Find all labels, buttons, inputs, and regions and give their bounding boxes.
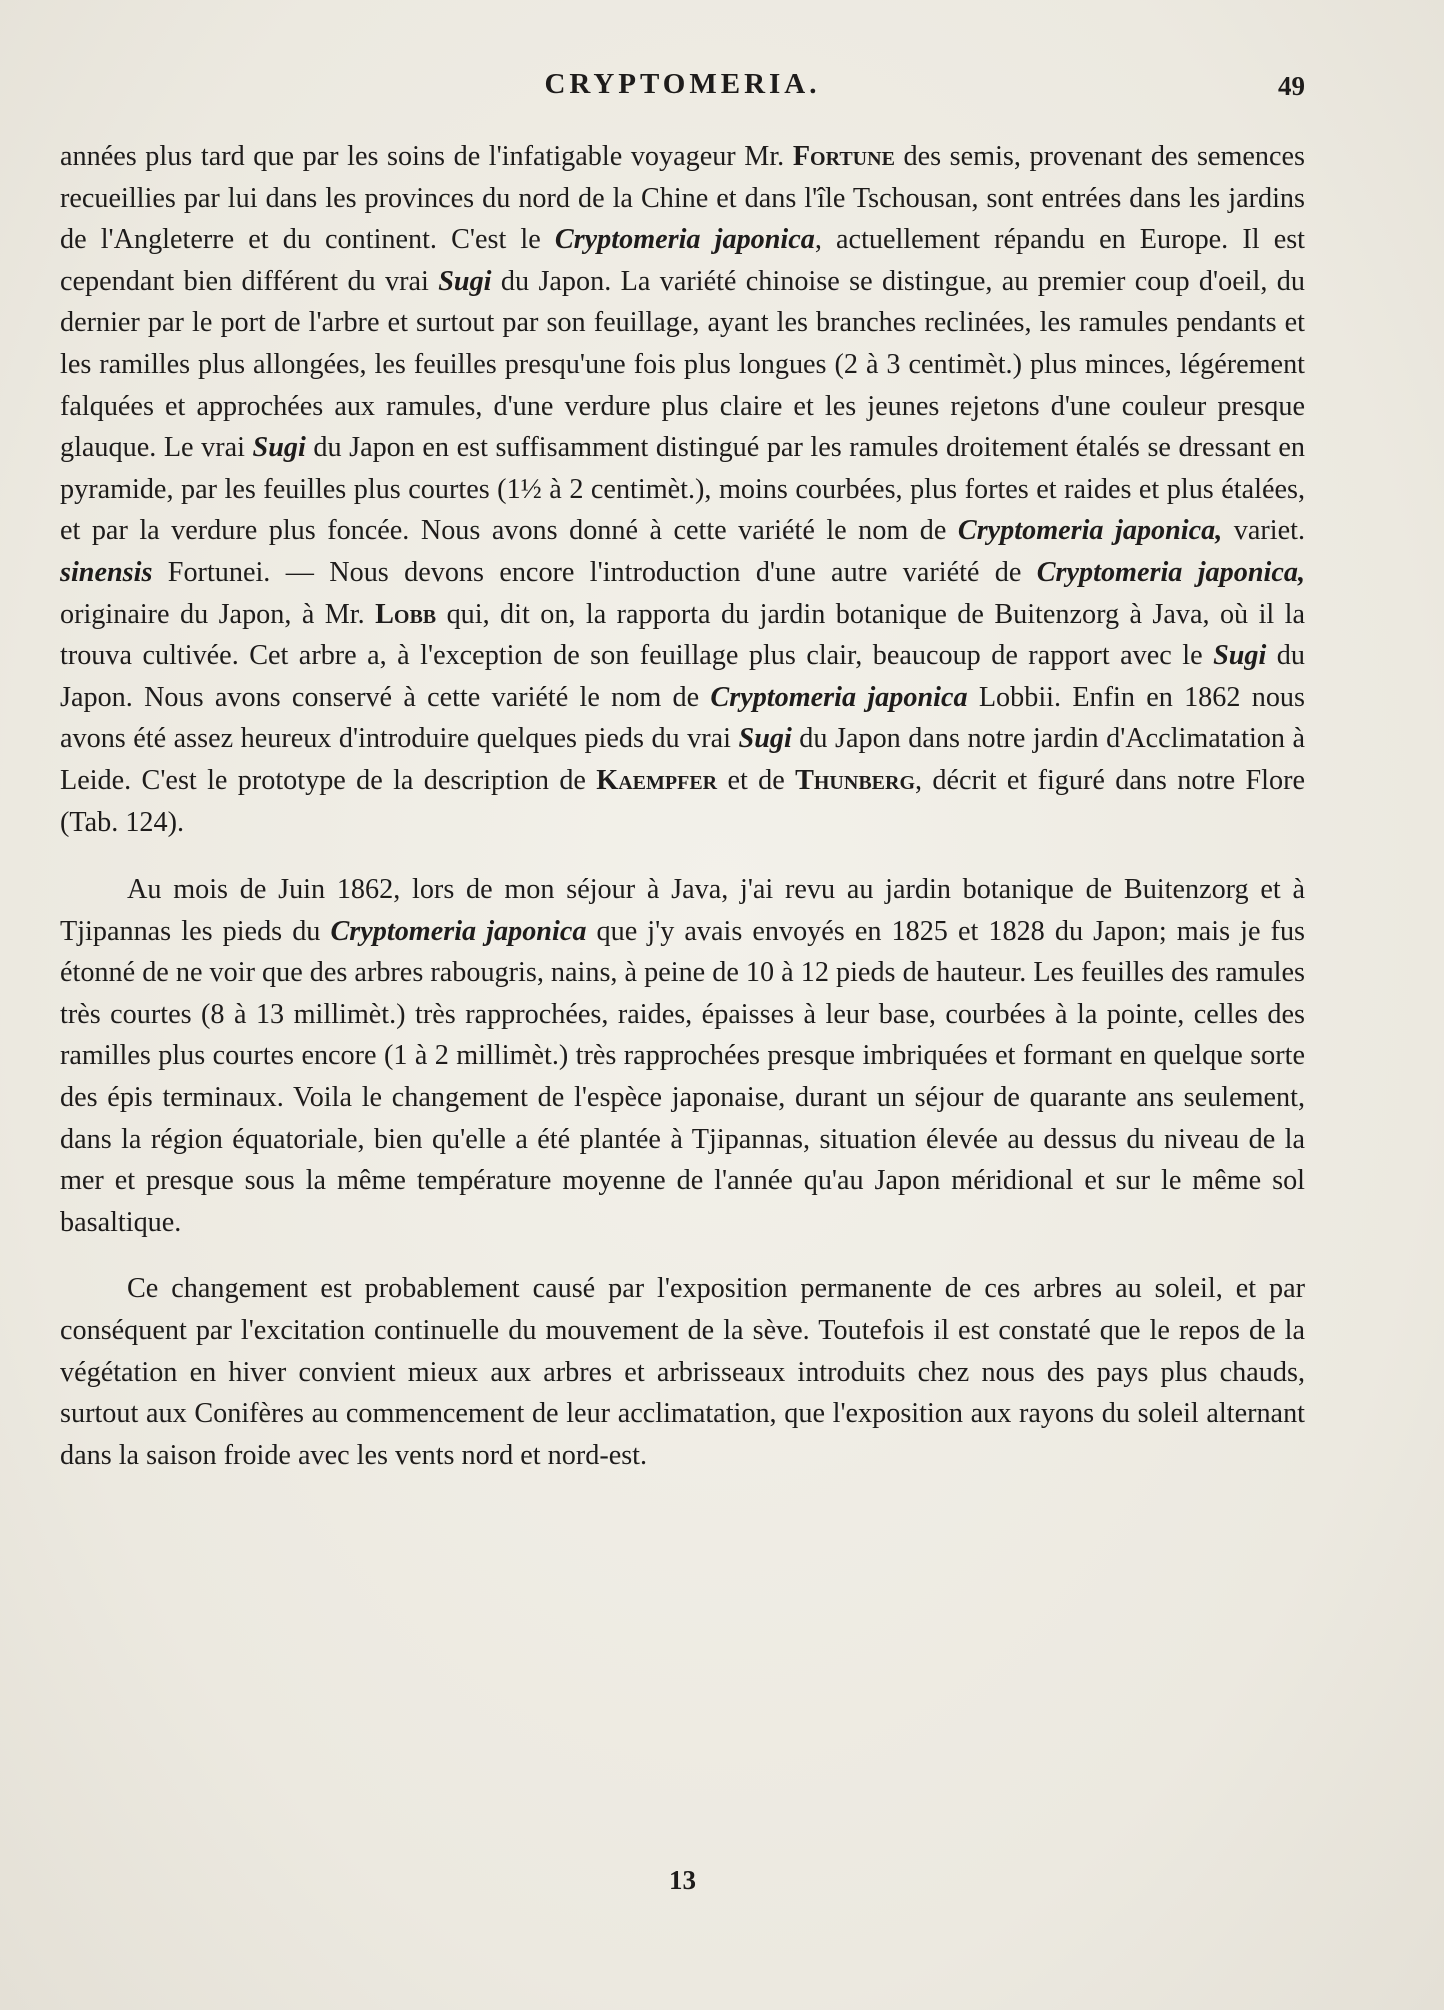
paragraph-2 [60,869,1305,1243]
species-name: Cryptomeria japonica [330,915,587,947]
text-run: du Japon. Nous avons conservé à cette variété le nom de [60,640,1305,713]
author-name: Lobb [375,598,437,630]
species-name: Cryptomeria japonica, [1036,556,1305,588]
text-run: variet. [1222,515,1306,547]
species-name: Cryptomeria japonica [554,224,815,256]
text-run: du Japon. La variété chinoise se distingue, au premier coup d'oeil, du dernier par le port de l'arbre et surtout par son feuillage, ayant les branches reclinées, les ramules pendants et les ramilles plus allongées, les feuilles presqu'une fois plus longues (2 à 3 centimèt.) plus minces, légérement falquées et approchées aux ramules, d'une verdure plus claire et les jeunes rejetons d'une couleur presque glauque. Le vrai [60,265,1305,464]
running-title: CRYPTOMERIA. [544,68,821,100]
vernacular-name: Sugi [252,432,306,464]
signature-mark: 13 [669,1865,696,1895]
author-name: Fortune [792,141,895,172]
variety-name: sinensis [60,556,153,588]
text-run: , actuellement répandu en Europe. Il est cependant bien différent du vrai [60,224,1306,297]
text-run: que j'y avais envoyés en 1825 et 1828 du Japon; mais je fus étonné de ne voir que des arbres rabougris, nains, à peine de 10 à 12 pieds de hauteur. Les feuilles des ramules très courtes (8 à 13 millimèt.) très rapprochées, raides, épaisses à leur base, courbées à la pointe, celles des ramilles plus courtes encore (1 à 2 millimèt.) très rapprochées presque imbriquées et formant en quelque sorte des épis terminaux. Voila le changement de l'espèce japonaise, durant un séjour de quarante ans seulement, dans la région équatoriale, bien qu'elle a été plantée à Tjipannas, situation élevée au dessus du niveau de la mer et presque sous la même température moyenne de l'année qu'au Japon méridional et sur le même sol basaltique. [60,915,1306,1238]
species-name: Cryptomeria japonica [710,681,968,713]
species-name: Cryptomeria japonica, [957,515,1223,547]
paragraph-1 [60,136,1305,843]
vernacular-name: Sugi [738,723,792,755]
author-name: Thunberg [795,764,916,796]
vernacular-name: Sugi [438,265,492,297]
text-run: du Japon en est suffisamment distingué par les ramules droitement étalés se dressant en pyramide, par les feuilles plus courtes (1½ à 2 centimèt.), moins courbées, plus fortes et raides et plus étalées, et par la verdure plus foncée. Nous avons donné à cette variété le nom de [60,432,1306,547]
text-run: Fortunei. — Nous devons encore l'introduction d'une autre variété de [152,556,1037,588]
text-run: années plus tard que par les soins de l'infatigable voyageur Mr. [60,141,793,172]
text-run: et de [717,764,796,796]
author-name: Kaempfer [596,764,718,796]
text-run: qui, dit on, la rapporta du jardin botanique de Buitenzorg à Java, où il la trouva cultivée. Cet arbre a, à l'exception de son feuillage plus clair, beaucoup de rapport avec le [60,598,1305,672]
paragraph-3 [60,1268,1305,1476]
page-number: 49 [1278,71,1305,101]
text-run: originaire du Japon, à Mr. [60,598,376,630]
body-text [60,136,1305,1476]
text-run: Au mois de Juin 1862, lors de mon séjour à Java, j'ai revu au jardin botanique de Buitenzorg et à Tjipannas les pieds du [60,874,1305,947]
text-run: , décrit et figuré dans notre Flore (Tab. 124). [60,764,1305,838]
text-run: du Japon dans notre jardin d'Acclimatation à Leide. C'est le prototype de la description de [60,723,1306,796]
text-run: Lobbii. Enfin en 1862 nous avons été assez heureux d'introduire quelques pieds du vrai [60,681,1305,755]
text-run: Ce changement est probablement causé par l'exposition permanente de ces arbres au soleil, et par conséquent par l'excitation continuelle du mouvement de la sève. Toutefois il est constaté que le repos de la végétation en hiver convient mieux aux arbres et arbrisseaux introduits chez nous des pays plus chauds, surtout aux Conifères au commencement de leur acclimatation, que l'exposition aux rayons du soleil alternant dans la saison froide avec les vents nord et nord-est. [60,1273,1305,1471]
vernacular-name: Sugi [1213,640,1267,672]
text-run: des semis, provenant des semences recueillies par lui dans les provinces du nord de la Chine et dans l'île Tschousan, sont entrées dans les jardins de l'Angleterre et du continent. C'est le [60,141,1305,256]
running-head [60,68,1305,108]
